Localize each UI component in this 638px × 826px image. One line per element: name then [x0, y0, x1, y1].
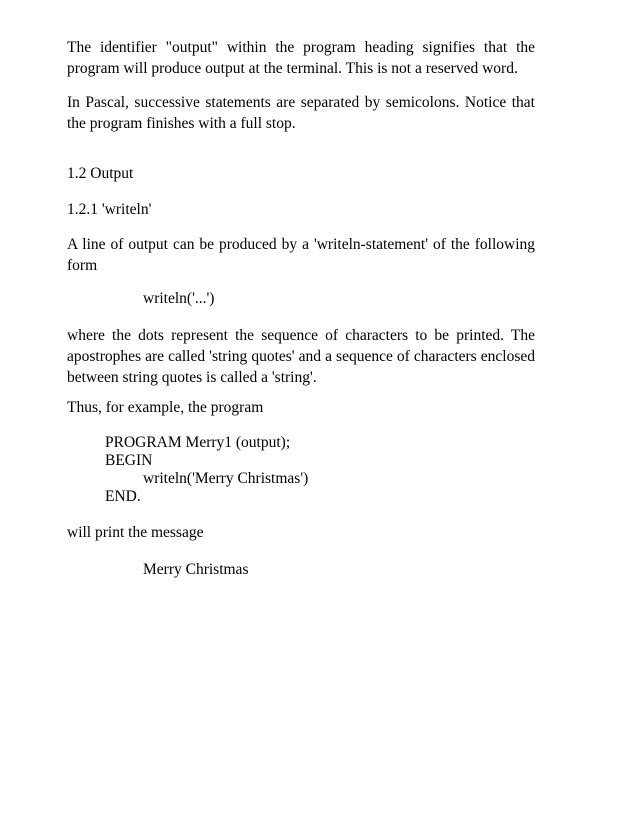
program-line: END.	[105, 488, 141, 505]
printed-message: Merry Christmas	[143, 561, 249, 578]
program-line: BEGIN	[105, 452, 153, 469]
subsection-heading-writeln: 1.2.1 'writeln'	[67, 201, 152, 218]
paragraph-output-identifier: The identifier "output" within the program heading signifies that the program will produce output at the terminal. This is not a reserved word.	[67, 39, 535, 77]
paragraph-for-example: Thus, for example, the program	[67, 399, 264, 416]
section-heading-output: 1.2 Output	[67, 165, 134, 182]
paragraph-will-print: will print the message	[67, 524, 204, 541]
paragraph-string-quotes: where the dots represent the sequence of characters to be printed. The apostrophes are called 'string quotes' and a sequence of characters enclosed between string quotes is called a 'string'.	[67, 327, 535, 386]
program-line: PROGRAM Merry1 (output);	[105, 434, 291, 451]
code-writeln-example: writeln('...')	[143, 290, 215, 307]
paragraph-writeln-statement: A line of output can be produced by a 'writeln-statement' of the following form	[67, 236, 535, 274]
paragraph-semicolons: In Pascal, successive statements are separated by semicolons. Notice that the program finishes with a full stop.	[67, 94, 535, 132]
program-line: writeln('Merry Christmas')	[143, 470, 309, 487]
